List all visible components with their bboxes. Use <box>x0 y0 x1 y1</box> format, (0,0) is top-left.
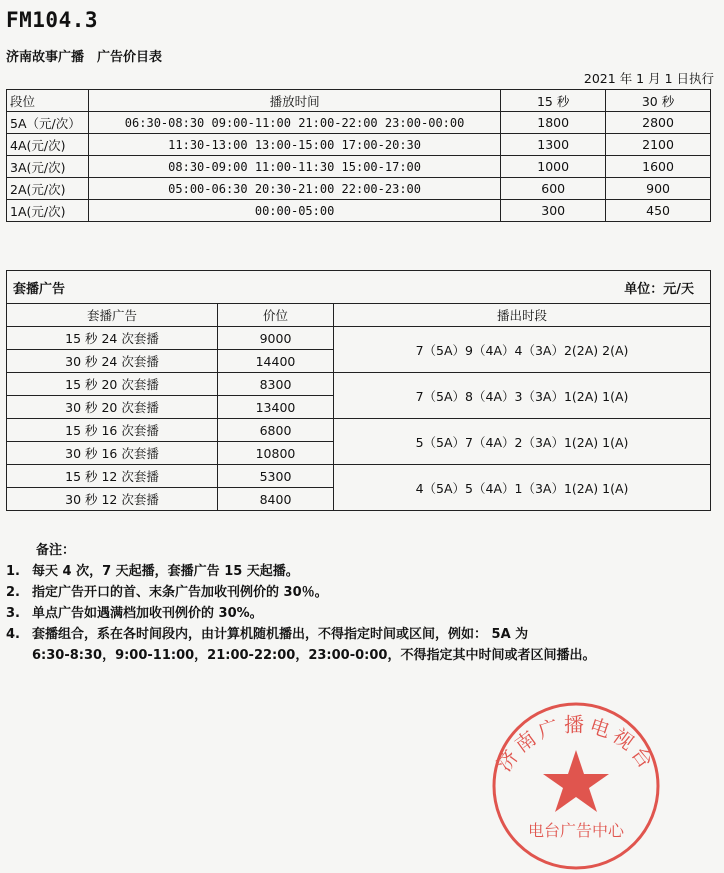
note-item <box>6 561 595 582</box>
slot-cell: 7（5A）9（4A）4（3A）2(2A) 2(A) <box>334 327 711 373</box>
package-name-cell: 15 秒 16 次套播 <box>7 419 218 442</box>
effective-date: 2021 年 1 月 1 日执行 <box>583 71 714 86</box>
tier-cell: 4A(元/次) <box>7 134 89 156</box>
note-number: 3. <box>6 606 20 621</box>
tier-cell: 2A(元/次) <box>7 178 89 200</box>
tier-cell: 5A（元/次） <box>7 112 89 134</box>
section-title: 套播广告 <box>13 281 66 297</box>
times-cell: 05:00-06:30 20:30-21:00 22:00-23:00 <box>88 178 500 200</box>
column-header: 播出时段 <box>334 304 711 327</box>
table-row <box>7 419 711 442</box>
table-row <box>7 373 711 396</box>
note-number: 4. <box>6 627 20 642</box>
seal-bottom-text: 电台广告中心 <box>527 821 625 840</box>
price-15s-cell: 1000 <box>501 156 606 178</box>
times-cell: 06:30-08:30 09:00-11:00 21:00-22:00 23:00-00:00 <box>88 112 500 134</box>
section-header-cell <box>7 271 711 304</box>
star-icon <box>543 750 609 812</box>
price-30s-cell: 450 <box>606 200 711 222</box>
column-header: 30 秒 <box>606 90 711 112</box>
package-name-cell: 15 秒 12 次套播 <box>7 465 218 488</box>
package-price-cell: 6800 <box>218 419 334 442</box>
note-item <box>6 582 595 603</box>
package-name-cell: 30 秒 20 次套播 <box>7 396 218 419</box>
unit-label: 单位：元/天 <box>624 281 694 297</box>
note-text: 指定广告开口的首、末条广告加收刊例价的 30％。 <box>32 585 328 600</box>
note-number: 2. <box>6 585 20 600</box>
column-header: 段位 <box>7 90 89 112</box>
section-header-row <box>7 271 711 304</box>
table-row <box>7 112 711 134</box>
price-30s-cell: 900 <box>606 178 711 200</box>
tier-cell: 1A(元/次) <box>7 200 89 222</box>
column-header: 播放时间 <box>88 90 500 112</box>
table-row <box>7 200 711 222</box>
tier-cell: 3A(元/次) <box>7 156 89 178</box>
slot-cell: 4（5A）5（4A）1（3A）1(2A) 1(A) <box>334 465 711 511</box>
package-price-cell: 5300 <box>218 465 334 488</box>
page-subtitle: 济南故事广播 广告价目表 <box>6 50 163 65</box>
package-name-cell: 15 秒 24 次套播 <box>7 327 218 350</box>
package-name-cell: 30 秒 16 次套播 <box>7 442 218 465</box>
slot-cell: 7（5A）8（4A）3（3A）1(2A) 1(A) <box>334 373 711 419</box>
note-continuation: 6:30-8:30，9:00-11:00，21:00-22:00，23:00-0:00，不得指定其中时间或者区间播出。 <box>32 648 596 663</box>
slot-cell: 5（5A）7（4A）2（3A）1(2A) 1(A) <box>334 419 711 465</box>
times-cell: 11:30-13:00 13:00-15:00 17:00-20:30 <box>88 134 500 156</box>
package-price-cell: 9000 <box>218 327 334 350</box>
price-table <box>6 89 711 222</box>
times-cell: 00:00-05:00 <box>88 200 500 222</box>
note-text: 套播组合，系在各时间段内，由计算机随机播出，不得指定时间或区间，例如： 5A 为 <box>32 627 529 642</box>
note-text: 单点广告如遇满档加收刊例价的 30%。 <box>32 606 263 621</box>
column-header: 套播广告 <box>7 304 218 327</box>
price-30s-cell: 2800 <box>606 112 711 134</box>
table-row <box>7 134 711 156</box>
times-cell: 08:30-09:00 11:00-11:30 15:00-17:00 <box>88 156 500 178</box>
table-row <box>7 327 711 350</box>
table-header-row <box>7 90 711 112</box>
table-row <box>7 178 711 200</box>
package-price-cell: 13400 <box>218 396 334 419</box>
package-name-cell: 30 秒 24 次套播 <box>7 350 218 373</box>
package-price-cell: 14400 <box>218 350 334 373</box>
note-text: 每天 4 次，7 天起播，套播广告 15 天起播。 <box>32 564 299 579</box>
note-item <box>6 624 595 645</box>
note-number: 1. <box>6 564 20 579</box>
notes-section <box>6 540 595 666</box>
price-15s-cell: 300 <box>501 200 606 222</box>
price-15s-cell: 1800 <box>501 112 606 134</box>
package-name-cell: 15 秒 20 次套播 <box>7 373 218 396</box>
price-30s-cell: 1600 <box>606 156 711 178</box>
package-price-cell: 8400 <box>218 488 334 511</box>
package-table <box>6 270 711 511</box>
price-15s-cell: 600 <box>501 178 606 200</box>
package-name-cell: 30 秒 12 次套播 <box>7 488 218 511</box>
seal-arc-path: 济南广播电视台 <box>491 712 661 776</box>
page-title: FM104.3 <box>6 8 99 32</box>
table-header-row <box>7 304 711 327</box>
official-seal <box>478 686 674 872</box>
column-header: 15 秒 <box>501 90 606 112</box>
price-15s-cell: 1300 <box>501 134 606 156</box>
note-item <box>6 603 595 624</box>
price-30s-cell: 2100 <box>606 134 711 156</box>
notes-title: 备注： <box>36 543 76 558</box>
table-row <box>7 465 711 488</box>
package-price-cell: 10800 <box>218 442 334 465</box>
column-header: 价位 <box>218 304 334 327</box>
table-row <box>7 156 711 178</box>
package-price-cell: 8300 <box>218 373 334 396</box>
